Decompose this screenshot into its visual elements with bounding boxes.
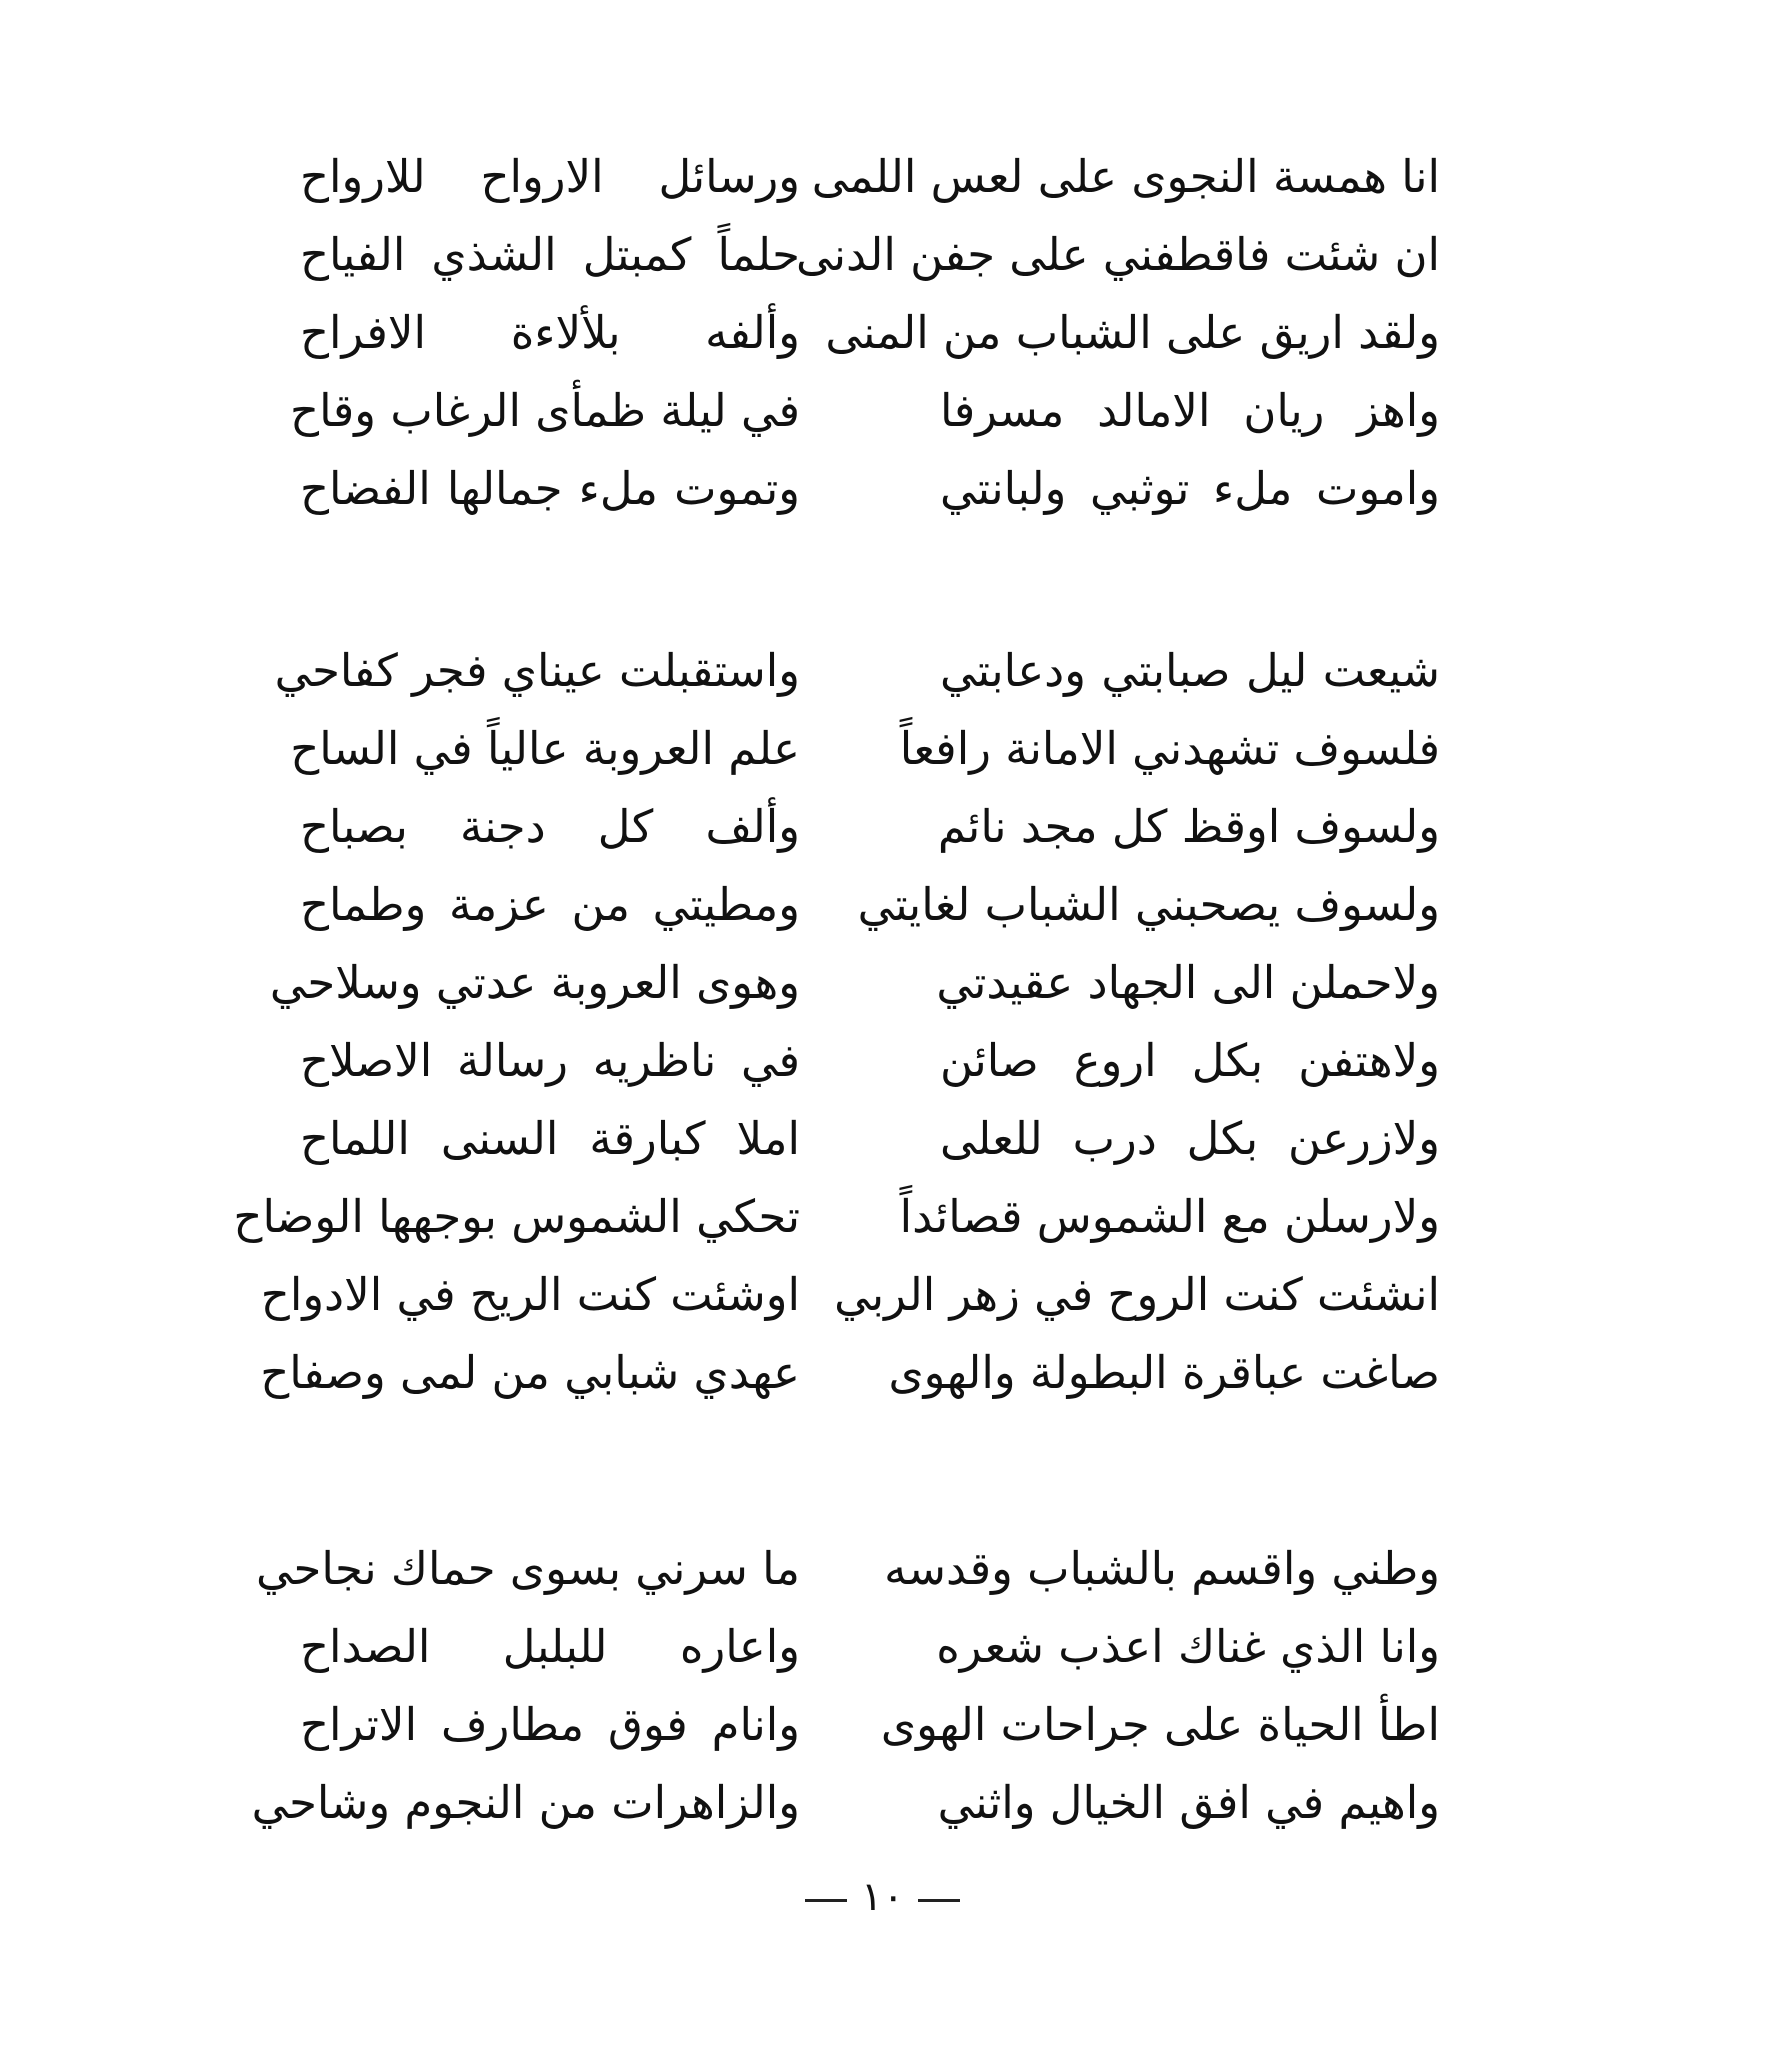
verse-first-hemistich: وانا الذي غناك اعذب شعره	[936, 1620, 1440, 1673]
verse	[300, 788, 1440, 866]
verse-second-hemistich: وانام فوق مطارف الاتراح	[300, 1698, 800, 1751]
verse	[300, 450, 1440, 528]
page-number-dash-left	[918, 1899, 960, 1902]
stanza-3	[251, 1530, 1440, 1842]
stanza-2	[233, 632, 1440, 1412]
verse	[269, 944, 1440, 1022]
verse-first-hemistich: ولسوف يصحبني الشباب لغايتي	[857, 878, 1440, 931]
verse-second-hemistich: اوشئت كنت الريح في الادواح	[260, 1268, 800, 1321]
verse-second-hemistich: وتموت ملء جمالها الفضاح	[300, 462, 800, 515]
verse-second-hemistich: والزاهرات من النجوم وشاحي	[251, 1776, 800, 1829]
verse	[260, 1334, 1440, 1412]
verse-second-hemistich: في ناظريه رسالة الاصلاح	[300, 1034, 800, 1087]
verse-first-hemistich: واهز ريان الامالد مسرفا	[940, 384, 1440, 437]
verse-first-hemistich: ان شئت فاقطفني على جفن الدنى	[796, 228, 1440, 281]
verse-first-hemistich: ولاحملن الى الجهاد عقيدتي	[936, 956, 1440, 1009]
verse-second-hemistich: علم العروبة عالياً في الساح	[290, 722, 800, 775]
verse-second-hemistich: ورسائل الارواح للارواح	[300, 150, 800, 203]
verse-first-hemistich: ولاهتفن بكل اروع صائن	[940, 1034, 1440, 1087]
verse-first-hemistich: فلسوف تشهدني الامانة رافعاً	[899, 722, 1440, 775]
verse	[233, 1178, 1440, 1256]
verse-first-hemistich: صاغت عباقرة البطولة والهوى	[888, 1346, 1440, 1399]
page-number-dash-right	[805, 1899, 847, 1902]
verse-second-hemistich: تحكي الشموس بوجهها الوضاح	[233, 1190, 800, 1243]
verse-first-hemistich: واهيم في افق الخيال واثني	[937, 1776, 1440, 1829]
verse-first-hemistich: ولقد اريق على الشباب من المنى	[825, 306, 1440, 359]
verse-first-hemistich: ولسوف اوقظ كل مجد نائم	[937, 800, 1440, 853]
verse-first-hemistich: ولارسلن مع الشموس قصائداً	[899, 1190, 1440, 1243]
page-number	[0, 1872, 1765, 1922]
verse	[300, 138, 1440, 216]
verse-second-hemistich: حلماً كمبتل الشذي الفياح	[300, 228, 800, 281]
verse-first-hemistich: انشئت كنت الروح في زهر الربي	[834, 1268, 1440, 1321]
verse-first-hemistich: شيعت ليل صبابتي ودعابتي	[940, 644, 1440, 697]
verse	[300, 1608, 1440, 1686]
page-number-text: ١٠	[861, 1874, 904, 1920]
verse-first-hemistich: انا همسة النجوى على لعس اللمى	[811, 150, 1440, 203]
verse-second-hemistich: ما سرني بسوى حماك نجاحي	[256, 1542, 800, 1595]
verse-second-hemistich: وألف كل دجنة بصباح	[300, 800, 800, 853]
verse	[274, 632, 1440, 710]
verse-first-hemistich: واموت ملء توثبي ولبانتي	[940, 462, 1440, 515]
verse-second-hemistich: واعاره للبلبل الصداح	[300, 1620, 800, 1673]
verse-first-hemistich: وطني واقسم بالشباب وقدسه	[884, 1542, 1440, 1595]
verse	[300, 216, 1440, 294]
verse	[290, 710, 1440, 788]
verse-second-hemistich: واستقبلت عيناي فجر كفاحي	[274, 644, 800, 697]
verse-first-hemistich: اطأ الحياة على جراحات الهوى	[880, 1698, 1440, 1751]
verse-second-hemistich: عهدي شبابي من لمى وصفاح	[260, 1346, 800, 1399]
verse	[300, 294, 1440, 372]
stanza-1	[290, 138, 1440, 528]
verse	[290, 372, 1440, 450]
verse	[300, 1686, 1440, 1764]
verse-second-hemistich: وألفه بلألاءة الافراح	[300, 306, 800, 359]
verse-second-hemistich: املا كبارقة السنى اللماح	[300, 1112, 800, 1165]
verse-second-hemistich: ومطيتي من عزمة وطماح	[300, 878, 800, 931]
verse-second-hemistich: وهوى العروبة عدتي وسلاحي	[269, 956, 800, 1009]
verse	[256, 1530, 1440, 1608]
verse-second-hemistich: في ليلة ظمأى الرغاب وقاح	[290, 384, 800, 437]
verse	[300, 866, 1440, 944]
verse	[300, 1022, 1440, 1100]
verse	[251, 1764, 1440, 1842]
verse	[260, 1256, 1440, 1334]
verse	[300, 1100, 1440, 1178]
verse-first-hemistich: ولازرعن بكل درب للعلى	[940, 1112, 1440, 1165]
